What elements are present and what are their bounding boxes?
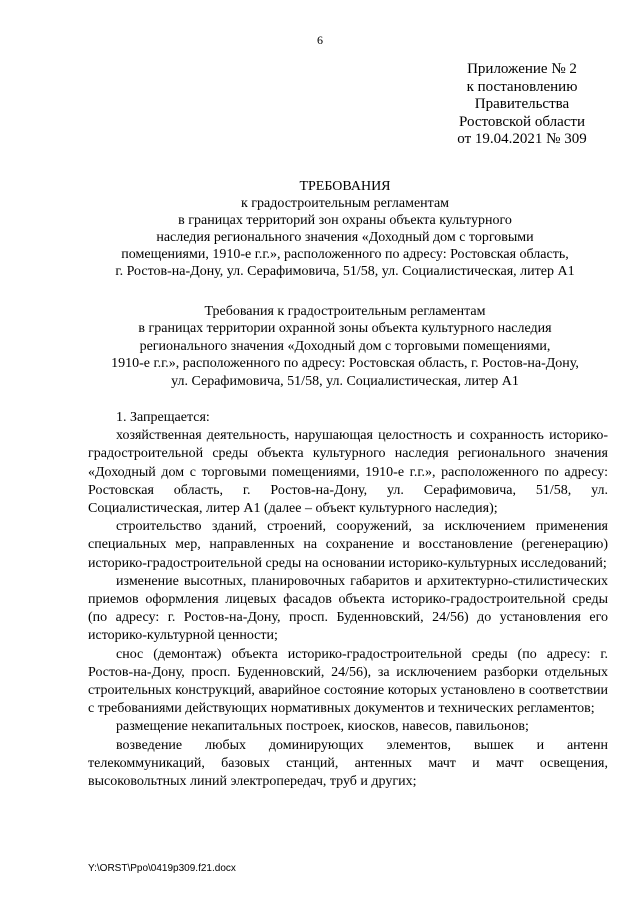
subtitle-line: ул. Серафимовича, 51/58, ул. Социалистическая, литер А1: [171, 373, 519, 389]
title-line: г. Ростов-на-Дону, ул. Серафимовича, 51/58, ул. Социалистическая, литер А1: [115, 264, 575, 279]
subtitle-line: 1910-е г.г.», расположенного по адресу: Ростовская область, г. Ростов-на-Дону,: [111, 356, 579, 372]
section-subtitle: [75, 303, 615, 390]
title-line: наследия регионального значения «Доходный дом с торговыми: [156, 230, 534, 245]
appendix-line: Правительства: [474, 96, 570, 112]
subtitle-line: регионального значения «Доходный дом с торговыми помещениями,: [139, 338, 551, 354]
appendix-header: [452, 61, 592, 149]
subtitle-line: в границах территории охранной зоны объекта культурного наследия: [138, 321, 552, 337]
appendix-line: Приложение № 2: [467, 61, 577, 77]
body-paragraph: строительство зданий, строений, сооружений, за исключением применения специальных мер, направленных на сохранение и восстановление (регенерацию) историко-градостроительной среды на основании историко-культурных исследований;: [88, 519, 608, 571]
appendix-line: к постановлению: [466, 78, 578, 95]
body-paragraph: изменение высотных, планировочных габаритов и архитектурно-стилистических приемов оформления лицевых фасадов объекта историко-градостроительной среды (по адресу: г. Ростов-на-Дону, просп. Буденновский, 24/56) до установления его историко-культурной ценности;: [88, 573, 608, 644]
title-heading: ТРЕБОВАНИЯ: [299, 179, 391, 194]
document-body: [88, 409, 608, 791]
body-paragraph: возведение любых доминирующих элементов, вышек и антенн телекоммуникаций, базовых станций, антенных мачт и мачт освещения, высоковольтных линий электропередач, труб и других;: [88, 737, 608, 790]
appendix-line: от 19.04.2021 № 309: [457, 131, 587, 147]
body-paragraph: размещение некапитальных построек, киосков, навесов, павильонов;: [116, 719, 529, 735]
file-path-footer: Y:\ORST\Ppo\0419p309.f21.docx: [88, 863, 236, 874]
body-paragraph: хозяйственная деятельность, нарушающая целостность и сохранность историко-градостроительной среды объекта культурного наследия регионального значения «Доходный дом с торговыми помещениями, 1910-е г.г.», расположенного по адресу: Ростовская область, г. Ростов-на-Дону, ул. Серафимовича, 51/58, ул. Социалистическая, литер А1 (далее – объект культурного наследия);: [88, 428, 608, 517]
item-heading: 1. Запрещается:: [116, 410, 210, 425]
title-line: помещениями, 1910-е г.г.», расположенного по адресу: Ростовская область,: [121, 247, 569, 262]
title-line: к градостроительным регламентам: [240, 196, 450, 211]
title-line: в границах территорий зон охраны объекта культурного: [178, 213, 512, 228]
body-paragraph: снос (демонтаж) объекта историко-градостроительной среды (по адресу: г. Ростов-на-Дону, просп. Буденновский, 24/56), за исключением разборки отдельных строительных конструкций, аварийное состояние которых установлено в соответствии с требованиями действующих нормативных документов и технических регламентов;: [88, 646, 608, 717]
subtitle-line: Требования к градостроительным регламентам: [204, 304, 486, 319]
document-title: [75, 178, 615, 280]
page-number: 6: [317, 33, 323, 47]
appendix-line: Ростовской области: [459, 113, 585, 130]
